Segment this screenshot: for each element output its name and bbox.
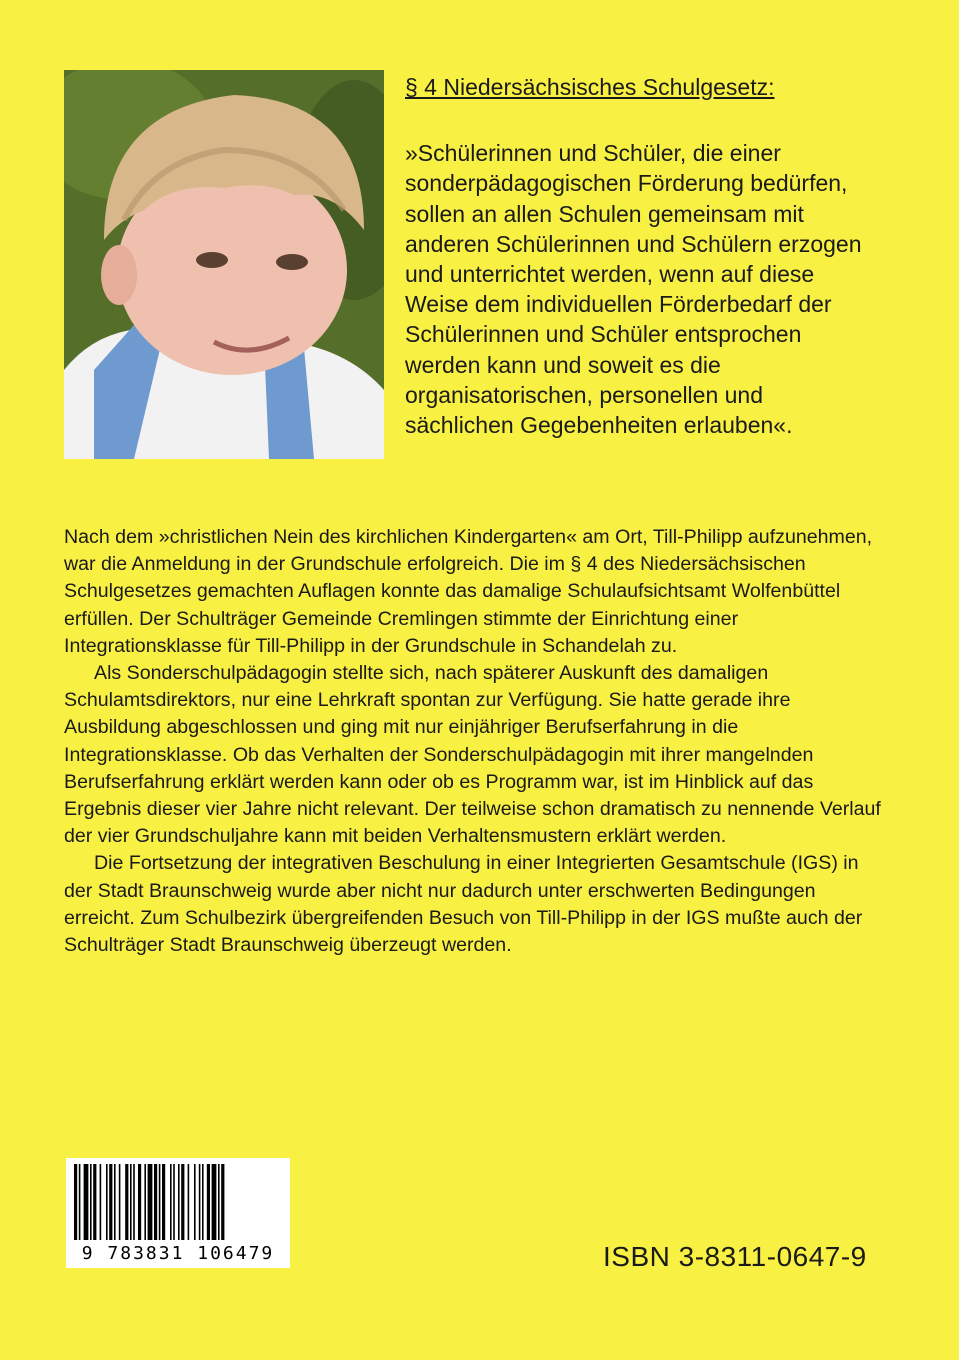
paragraph-1: Nach dem »christlichen Nein des kirchlichen Kindergarten« am Ort, Till-Philipp aufzunehmen, war die Anmeldung in der Grundschule erfolgreich. Die im § 4 des Niedersächsischen Schulgesetzes gemachten Auflagen konnte das damalige Schulaufsichtsamt Wolfenbüttel erfüllen. Der Schulträger Gemeinde Cremlingen stimmte der Einrichtung einer Integrationsklasse für Till-Philipp in der Grundschule in Schandelah zu. [64,526,873,657]
body-text [64,524,884,959]
isbn-number: ISBN 3-8311-0647-9 [603,1241,867,1272]
quote-text: »Schülerinnen und Schüler, die einer sonderpädagogischen Förderung bedürfen, sollen an allen Schulen gemeinsam mit anderen Schülerinnen und Schülern erzogen und unterrichtet werden, wenn auf diese Weise dem individuellen Förderbedarf der Schülerinnen und Schüler entsprochen werden kann und soweit es die organisatorischen, personellen und sächlichen Gegebenheiten erlauben«. [405,140,862,439]
quote-block [405,72,875,440]
barcode-digits: 9 783831 106479 [81,1243,275,1264]
paragraph-2: Als Sonderschulpädagogin stellte sich, nach späterer Auskunft des damaligen Schulamtsdirektors, nur eine Lehrkraft spontan zur Verfügung. Sie hatte gerade ihre Ausbildung abgeschlossen und ging mit nur einjähriger Berufserfahrung in die Integrationsklasse. Ob das Verhalten der Sonderschulpädagogin mit ihrer mangelnden Berufserfahrung erklärt werden kann oder ob es Programm war, ist im Hinblick auf das Ergebnis dieser vier Jahre nicht relevant. Der teilweise schon dramatisch zu nennende Verlauf der vier Grundschuljahre kann mit beiden Verhaltensmustern erklärt werden. [64,662,881,848]
barcode [66,1158,290,1268]
boy-portrait-illustration [64,70,384,459]
paragraph-3: Die Fortsetzung der integrativen Beschulung in einer Integrierten Gesamtschule (IGS) in der Stadt Braunschweig wurde aber nicht nur dadurch unter erschwerten Bedingungen erreicht. Zum Schulbezirk übergreifenden Besuch von Till-Philipp in der IGS mußte auch der Schulträger Stadt Braunschweig überzeugt werden. [64,852,863,957]
quote-title: § 4 Niedersächsisches Schulgesetz: [405,74,775,100]
cover-photo [64,70,384,459]
